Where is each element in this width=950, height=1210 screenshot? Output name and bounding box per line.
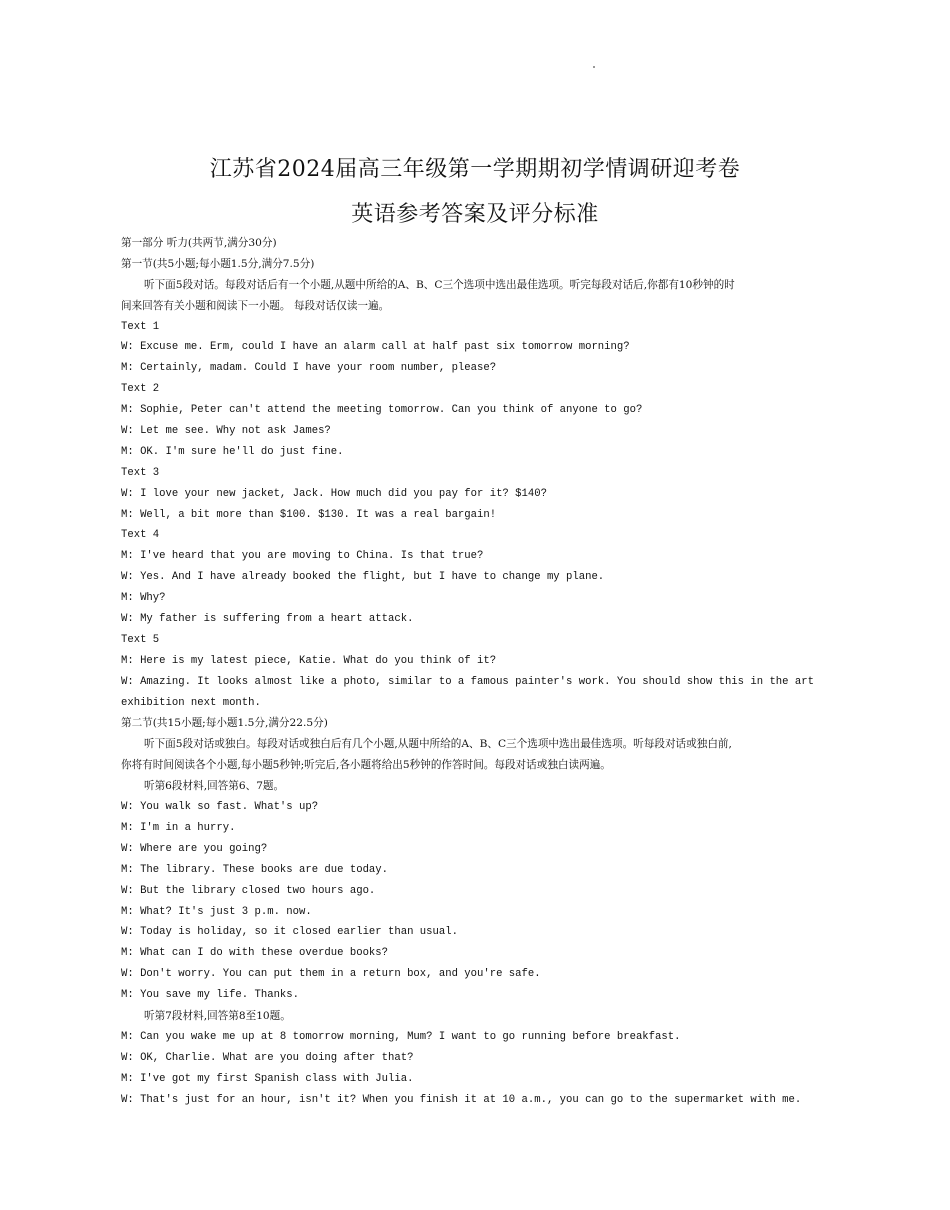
- text-line: 听下面5段对话。每段对话后有一个小题,从题中所给的A、B、C三个选项中选出最佳选项。听完每段对话后,你都有10秒钟的时: [144, 278, 735, 291]
- text-line: W: That's just for an hour, isn't it? When you finish it at 10 a.m., you can go to the supermarket with me.: [121, 1093, 802, 1106]
- scan-speck: [593, 66, 595, 68]
- text-line: W: Excuse me. Erm, could I have an alarm call at half past six tomorrow morning?: [121, 341, 630, 354]
- text-line: 你将有时间阅读各个小题,每小题5秒钟;听完后,各小题将给出5秒钟的作答时间。每段对话或独白读两遍。: [121, 759, 611, 772]
- text-line: Text 5: [121, 633, 160, 646]
- text-line: 第一节(共5小题;每小题1.5分,满分7.5分): [121, 257, 315, 270]
- text-line: W: I love your new jacket, Jack. How much did you pay for it? $140?: [121, 487, 547, 500]
- text-line: M: OK. I'm sure he'll do just fine.: [121, 445, 344, 458]
- text-line: 听第7段材料,回答第8至10题。: [144, 1009, 291, 1022]
- text-line: M: What can I do with these overdue books?: [121, 947, 389, 960]
- text-line: W: Yes. And I have already booked the flight, but I have to change my plane.: [121, 571, 605, 584]
- text-line: W: You walk so fast. What's up?: [121, 801, 319, 814]
- text-line: M: Certainly, madam. Could I have your room number, please?: [121, 362, 497, 375]
- text-line: M: You save my life. Thanks.: [121, 989, 300, 1002]
- text-line: 听下面5段对话或独白。每段对话或独白后有几个小题,从题中所给的A、B、C三个选项中选出最佳选项。听每段对话或独白前,: [144, 738, 732, 751]
- text-line: Text 1: [121, 320, 160, 333]
- text-line: W: Let me see. Why not ask James?: [121, 425, 331, 438]
- text-line: M: Can you wake me up at 8 tomorrow morning, Mum? I want to go running before breakfast.: [121, 1030, 681, 1043]
- text-line: W: Amazing. It looks almost like a photo, similar to a famous painter's work. You should show this in the art: [121, 675, 814, 688]
- text-line: Text 4: [121, 529, 160, 542]
- text-line: M: I've got my first Spanish class with Julia.: [121, 1072, 414, 1085]
- text-line: Text 3: [121, 466, 160, 479]
- text-line: Text 2: [121, 383, 160, 396]
- document-subtitle: 英语参考答案及评分标准: [351, 202, 599, 227]
- text-line: W: Where are you going?: [121, 842, 268, 855]
- text-line: M: Why?: [121, 592, 166, 605]
- text-line: W: Don't worry. You can put them in a return box, and you're safe.: [121, 968, 541, 981]
- text-line: W: But the library closed two hours ago.: [121, 884, 376, 897]
- text-line: M: Well, a bit more than $100. $130. It was a real bargain!: [121, 508, 497, 521]
- text-line: 第一部分 听力(共两节,满分30分): [121, 237, 277, 249]
- text-line: M: Here is my latest piece, Katie. What do you think of it?: [121, 654, 497, 667]
- text-line: W: OK, Charlie. What are you doing after that?: [121, 1051, 414, 1064]
- text-line: M: What? It's just 3 p.m. now.: [121, 905, 312, 918]
- text-line: 第二节(共15小题;每小题1.5分,满分22.5分): [121, 717, 328, 730]
- text-line: exhibition next month.: [121, 696, 261, 709]
- text-line: 听第6段材料,回答第6、7题。: [144, 780, 285, 793]
- text-line: 间来回答有关小题和阅读下一小题。 每段对话仅读一遍。: [121, 299, 390, 312]
- document-title: 江苏省2024届高三年级第一学期期初学情调研迎考卷: [209, 157, 741, 182]
- text-line: M: The library. These books are due today.: [121, 863, 389, 876]
- text-line: M: I'm in a hurry.: [121, 821, 236, 834]
- text-line: M: Sophie, Peter can't attend the meeting tomorrow. Can you think of anyone to go?: [121, 404, 643, 417]
- text-line: W: Today is holiday, so it closed earlier than usual.: [121, 926, 458, 939]
- document-body: [121, 233, 821, 1110]
- text-line: M: I've heard that you are moving to China. Is that true?: [121, 550, 484, 563]
- text-line: W: My father is suffering from a heart attack.: [121, 613, 414, 626]
